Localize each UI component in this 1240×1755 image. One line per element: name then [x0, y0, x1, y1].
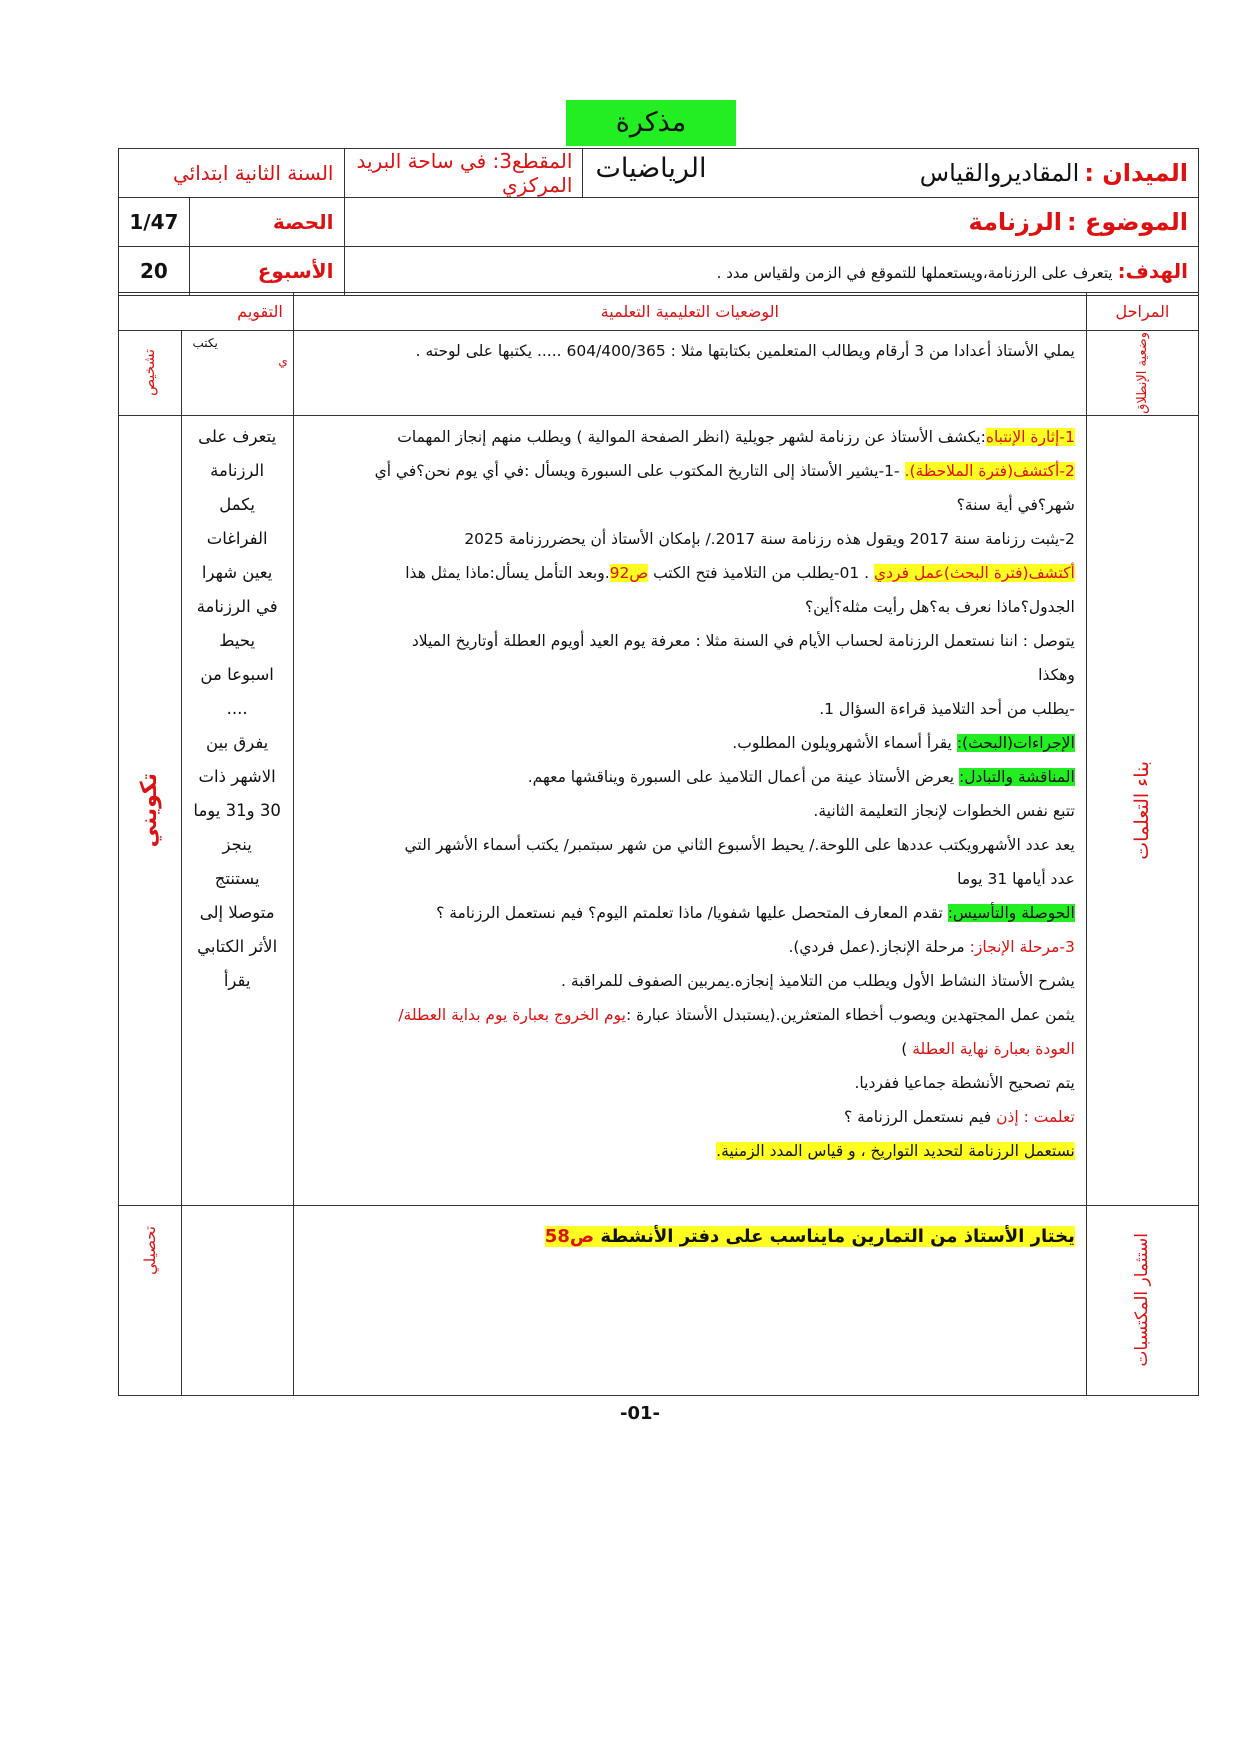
week-label: الأسبوع — [189, 247, 344, 296]
content-line — [295, 590, 1085, 624]
eval-line: يفرق بين — [206, 732, 269, 752]
content-line — [295, 794, 1085, 828]
line-hl3: نستعمل الرزنامة لتحديد التواريخ ، و قياس المدد الزمنية. — [716, 1141, 1075, 1160]
grade-cell: السنة الثانية ابتدائي — [119, 149, 345, 198]
content-line — [295, 1134, 1085, 1168]
content-line — [295, 1066, 1085, 1100]
line-text: تقدم المعارف المتحصل عليها شفويا/ ماذا تعلمتم اليوم؟ فيم نستعمل الرزنامة ؟ — [436, 903, 948, 922]
content-line — [295, 420, 1085, 454]
line-red: العودة بعبارة نهاية العطلة — [912, 1039, 1075, 1058]
segment-cell: المقطع3: في ساحة البريد المركزي — [344, 149, 583, 198]
topic-value: الرزنامة — [968, 208, 1062, 236]
line-text: يعرض الأستاذ عينة من أعمال التلاميذ على السبورة ويناقشها معهم. — [527, 767, 959, 786]
line-text: يتوصل : اننا نستعمل الرزنامة لحساب الأيام في السنة مثلا : معرفة يوم العيد أويوم العطلة أوتاريخ الميلاد — [411, 631, 1075, 650]
col-evaluation: التقويم — [119, 293, 294, 331]
launch-eval — [181, 331, 293, 416]
eval-line: 30 و31 يوما — [193, 800, 281, 820]
eval-type-summative: تحصيلي — [119, 1205, 182, 1395]
session-label: الحصة — [189, 198, 344, 247]
line-text: الجدول؟ماذا نعرف به؟هل رأيت مثله؟أين؟ — [804, 597, 1075, 616]
line-text: مرحلة الإنجاز.(عمل فردي). — [788, 937, 970, 956]
eval-line: يعين شهرا — [201, 562, 273, 582]
line-red: يوم الخروج بعبارة يوم بداية العطلة/ — [398, 1005, 626, 1024]
stage-launch: وضعية الإنطلاق — [1086, 331, 1198, 416]
line-text: شهر؟في أية سنة؟ — [956, 495, 1075, 514]
eval-line: يتعرف على — [198, 426, 277, 446]
eval-line: الفراغات — [206, 528, 268, 548]
header-table — [118, 148, 1199, 296]
field-cell — [583, 149, 1199, 198]
lesson-table — [118, 292, 1199, 1396]
line-red: 3-مرحلة الإنجاز: — [969, 937, 1075, 956]
eval-line: ينجز — [222, 834, 252, 854]
building-eval — [181, 415, 293, 1205]
line-red: تعلمت : إذن — [996, 1107, 1075, 1126]
line-text: 2-يثبت رزنامة سنة 2017 ويقول هذه رزنامة سنة 2017./ بإمكان الأستاذ أن يحضررزنامة 2025 — [464, 529, 1075, 548]
page-title: مذكرة الرياضيات — [566, 100, 736, 146]
eval-line: .... — [226, 698, 248, 718]
eval-line: يقرأ — [223, 970, 251, 990]
building-content — [293, 415, 1086, 1205]
line-text: عدد أيامها 31 يوما — [957, 869, 1075, 888]
eval-line: الاشهر ذات — [198, 766, 276, 786]
line-text: يعد عدد الأشهرويكتب عددها على اللوحة./ يحيط الأسبوع الثاني من شهر سبتمبر/ يكتب أسماء الأشهر التي — [404, 835, 1075, 854]
line-text: ) — [901, 1039, 913, 1058]
eval-line: الرزنامة — [210, 460, 265, 480]
line-hl2: ص92 — [609, 563, 649, 582]
launch-eval-small: ي — [278, 354, 288, 368]
field-label: الميدان : — [1084, 159, 1188, 187]
investment-eval — [181, 1205, 293, 1395]
content-line — [295, 1032, 1085, 1066]
line-text: يشرح الأستاذ النشاط الأول ويطلب من التلاميذ إنجازه.يمربين الصفوف للمراقبة . — [561, 971, 1075, 990]
line-text: -يطلب من أحد التلاميذ قراءة السؤال 1. — [819, 699, 1075, 718]
content-line — [295, 454, 1085, 488]
content-line — [295, 488, 1085, 522]
topic-label: الموضوع : — [1067, 208, 1188, 236]
content-line — [295, 930, 1085, 964]
line-hl: أكتشف(فترة البحث)عمل فردي — [874, 563, 1075, 582]
field-value: المقاديروالقياس — [919, 159, 1080, 187]
eval-line: الأثر الكتابي — [197, 936, 278, 956]
eval-line: متوصلا إلى — [199, 902, 275, 922]
topic-cell — [344, 198, 1199, 247]
content-line — [295, 624, 1085, 658]
content-line — [295, 556, 1085, 590]
content-line — [295, 692, 1085, 726]
col-situations: الوضعيات التعليمية التعلمية — [293, 293, 1086, 331]
eval-line: يكمل — [219, 494, 256, 514]
investment-page-ref: ص58 — [544, 1225, 595, 1247]
line-hl: المناقشة والتبادل: — [959, 767, 1075, 786]
line-text: :يكشف الأستاذ عن رزنامة لشهر جويلية (انظر الصفحة الموالية ) ويطلب منهم إنجاز المهمات — [397, 427, 986, 446]
launch-eval-note: يكتب — [192, 336, 218, 350]
line-text: وهكذا — [1038, 665, 1075, 684]
content-line — [295, 964, 1085, 998]
eval-type-formative: تكويني — [119, 415, 182, 1205]
launch-content: يملي الأستاذ أعدادا من 3 أرقام ويطالب المتعلمين بكتابتها مثلا : 604/400/365 ..... يكتبها على لوحته . — [293, 331, 1086, 416]
content-line — [295, 998, 1085, 1032]
eval-line: اسبوعا من — [200, 664, 274, 684]
stage-building: بناء التعلمات — [1086, 415, 1198, 1205]
goal-cell — [344, 247, 1199, 296]
content-line — [295, 828, 1085, 862]
week-value: 20 — [119, 247, 190, 296]
investment-content — [293, 1205, 1086, 1395]
session-value: 1/47 — [119, 198, 190, 247]
line-text: يقرأ أسماء الأشهرويلون المطلوب. — [732, 733, 957, 752]
investment-text: يختار الأستاذ من التمارين مايناسب على دفتر الأنشطة — [594, 1225, 1075, 1247]
content-line — [295, 522, 1085, 556]
line-hl: 2-أكتشف(فترة الملاحظة). — [904, 461, 1075, 480]
goal-label: الهدف: — [1117, 259, 1188, 283]
col-stages: المراحل — [1086, 293, 1198, 331]
content-line — [295, 760, 1085, 794]
line-text: يثمن عمل المجتهدين ويصوب أخطاء المتعثرين.(يستبدل الأستاذ عبارة : — [625, 1005, 1075, 1024]
eval-line: يحيط — [219, 630, 256, 650]
eval-line: يستنتج — [214, 868, 260, 888]
content-line — [295, 658, 1085, 692]
line-text2: .وبعد التأمل يسأل:ماذا يمثل هذا — [405, 563, 610, 582]
line-text: -1-يشير الأستاذ إلى التاريخ المكتوب على السبورة ويسأل :في أي يوم نحن؟في أي — [374, 461, 905, 480]
line-text: تتبع نفس الخطوات لإنجاز التعليمة الثانية. — [813, 801, 1075, 820]
content-line — [295, 896, 1085, 930]
line-text: . 01-يطلب من التلاميذ فتح الكتب — [648, 563, 875, 582]
line-hl: الحوصلة والتأسيس: — [947, 903, 1075, 922]
line-text: يتم تصحيح الأنشطة جماعيا ففرديا. — [854, 1073, 1075, 1092]
page-number: -01- — [620, 1403, 660, 1424]
goal-value: يتعرف على الرزنامة،ويستعملها للتموقع في الزمن ولقياس مدد . — [716, 264, 1113, 282]
content-line — [295, 726, 1085, 760]
eval-line: في الرزنامة — [196, 596, 278, 616]
stage-investment: استثمار المكتسبات — [1086, 1205, 1198, 1395]
content-line — [295, 862, 1085, 896]
line-hl: 1-إثارة الإنتباه — [985, 427, 1075, 446]
line-hl: الإجراءات(البحث): — [956, 733, 1075, 752]
eval-type-diagnostic: تشخيص — [119, 331, 182, 416]
content-line — [295, 1100, 1085, 1134]
line-text: فيم نستعمل الرزنامة ؟ — [844, 1107, 997, 1126]
